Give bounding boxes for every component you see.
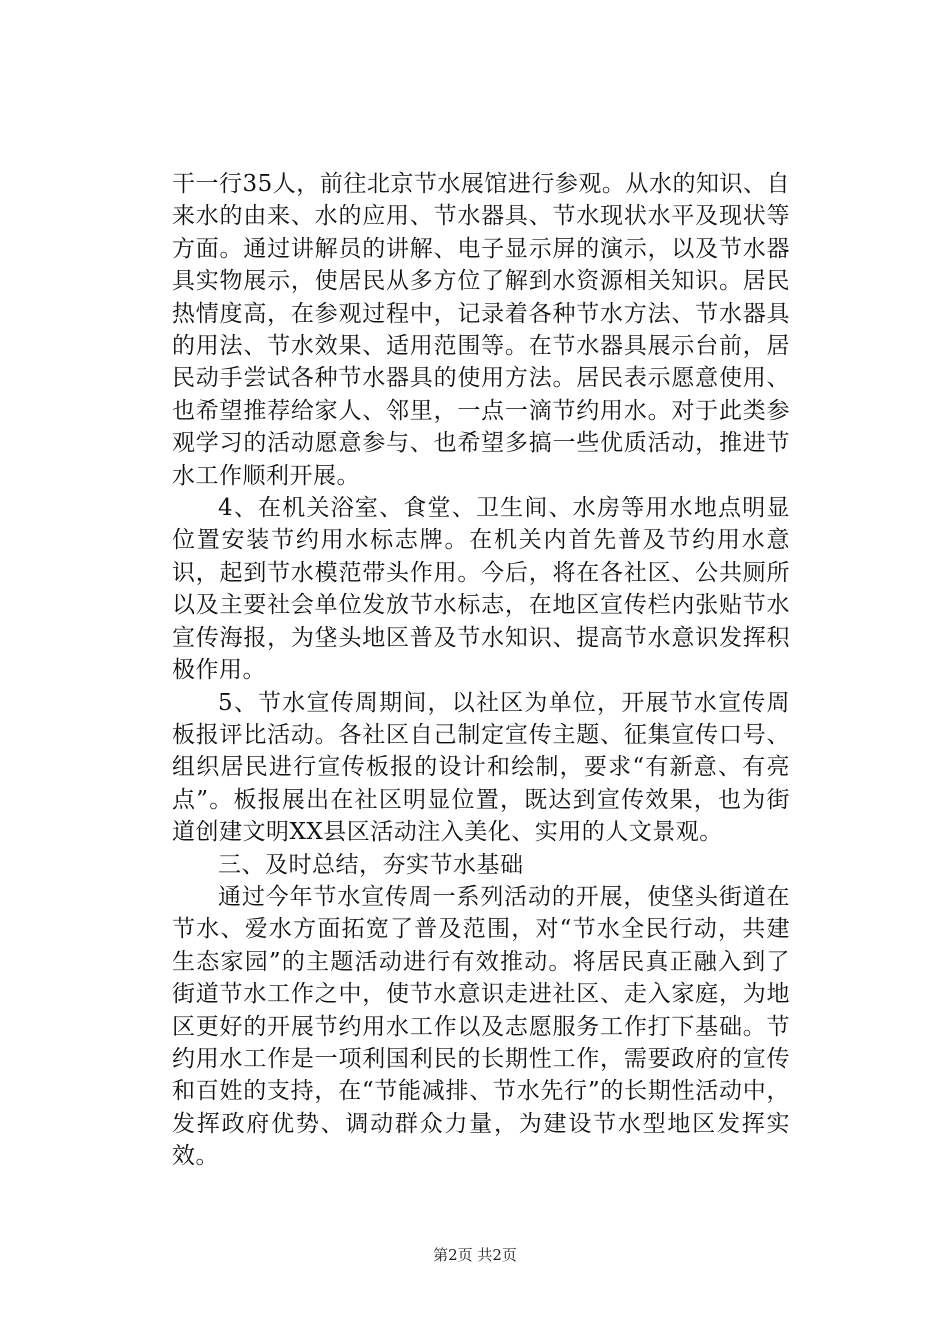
section-heading-3: 三、及时总结，夯实节水基础	[218, 851, 524, 878]
paragraph-item-4: 4、在机关浴室、食堂、卫生间、水房等用水地点明显位置安装节约用水标志牌。在机关内首先普及节约用水意识，起到节水模范带头作用。今后，将在各社区、公共厕所以及主要社会单位发放节水标志，在地区宣传栏内张贴节水宣传海报，为垡头地区普及节水知识、提高节水意识发挥积极作用。	[172, 495, 790, 684]
paragraph-summary: 通过今年节水宣传周一系列活动的开展，使垡头街道在节水、爱水方面拓宽了普及范围，对“节水全民行动，共建生态家园”的主题活动进行有效推动。将居民真正融入到了街道节水工作之中，使节水意识走进社区、走入家庭，为地区更好的开展节约用水工作以及志愿服务工作打下基础。节约用水工作是一项利国利民的长期性工作，需要政府的宣传和百姓的支持，在“节能减排、节水先行”的长期性活动中，发挥政府优势、调动群众力量，为建设节水型地区发挥实效。	[172, 883, 790, 1170]
paragraph-item-5: 5、节水宣传周期间，以社区为单位，开展节水宣传周板报评比活动。各社区自己制定宣传主题、征集宣传口号、组织居民进行宣传板报的设计和绘制，要求“有新意、有亮点”。板报展出在社区明显位置，既达到宣传效果，也为街道创建文明XX县区活动注入美化、实用的人文景观。	[172, 689, 790, 846]
document-body	[172, 168, 790, 1173]
page-footer: 第2页 共2页	[433, 1246, 517, 1264]
paragraph-continuation: 干一行35人，前往北京节水展馆进行参观。从水的知识、自来水的由来、水的应用、节水器具、节水现状水平及现状等方面。通过讲解员的讲解、电子显示屏的演示，以及节水器具实物展示，使居民从多方位了解到水资源相关知识。居民热情度高，在参观过程中，记录着各种节水方法、节水器具的用法、节水效果、适用范围等。在节水器具展示台前，居民动手尝试各种节水器具的使用方法。居民表示愿意使用、也希望推荐给家人、邻里，一点一滴节约用水。对于此类参观学习的活动愿意参与、也希望多搞一些优质活动，推进节水工作顺利开展。	[172, 171, 790, 489]
